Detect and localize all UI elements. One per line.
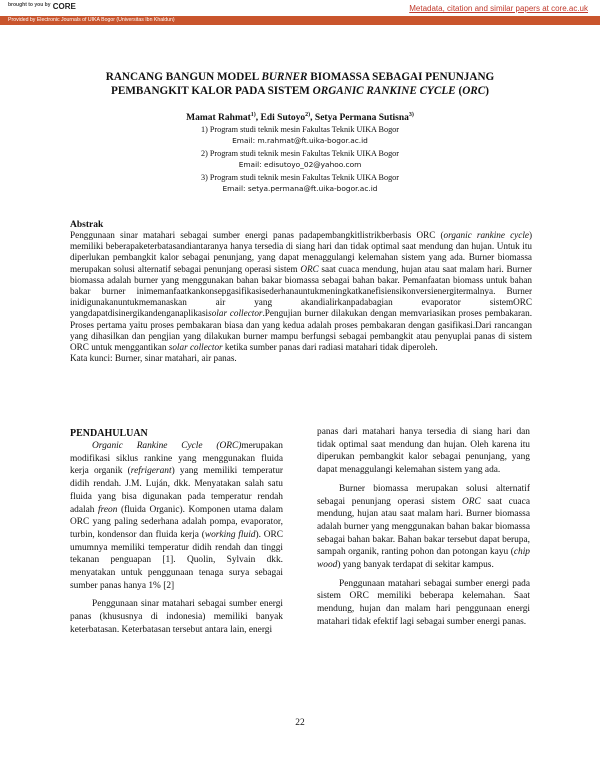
abstract-text: solar collector [168, 342, 223, 353]
author-name: Mamat Rahmat [186, 113, 251, 124]
right-column [317, 426, 530, 635]
affiliation-3 [60, 172, 540, 194]
abstract-text: Penggunaan sinar matahari sebagai sumber energi panas padapembangkitlistrikberbasis ORC ( [70, 230, 444, 240]
body-text: refrigerant [130, 466, 172, 477]
title-part: BIOMASSA SEBAGAI PENUNJANG [307, 71, 495, 83]
author-name: , Edi Sutoyo [255, 113, 306, 124]
body-text: Burner biomassa merupakan solusi alternatif sebagai penunjang operasi sistem [317, 483, 530, 507]
title-part: BURNER [261, 71, 308, 83]
body-paragraph [317, 483, 530, 572]
author-name: , Setya Permana Sutisna [310, 113, 409, 124]
affiliation-2 [60, 148, 540, 170]
title-part: ORGANIC RANKINE CYCLE [312, 85, 456, 97]
core-logo-text: CORE [52, 2, 76, 11]
provided-by-bar [0, 16, 600, 25]
body-paragraph [70, 440, 283, 592]
core-metadata-link[interactable]: Metadata, citation and similar papers at core.ac.uk [409, 4, 588, 13]
affiliation-program: 2) Program studi teknik mesin Fakultas Teknik UIKA Bogor [200, 149, 400, 158]
author-sup: 3) [408, 112, 414, 118]
affiliation-email[interactable]: Email: edisutoyo_02@yahoo.com [238, 160, 362, 169]
body-text: Organic Rankine Cycle (ORC) [92, 441, 242, 451]
affiliation-program: 3) Program studi teknik mesin Fakultas Teknik UIKA Bogor [200, 173, 400, 182]
title-part: PEMBANGKIT KALOR PADA SISTEM [111, 85, 313, 97]
title-part: ORC [462, 85, 486, 97]
title-part: ) [485, 85, 489, 97]
abstract-text: ORC [300, 263, 319, 274]
title-part: ( [455, 85, 463, 97]
body-text: working fluid [204, 529, 256, 540]
abstract-text: solar collector [208, 308, 263, 319]
affiliation-program: 1) Program studi teknik mesin Fakultas Teknik UIKA Bogor [200, 125, 400, 134]
body-text: merupakan modifikasi siklus rankine yang menggunakan fluida kerja organik ( [70, 441, 283, 477]
abstract-text: .Pengujian burner dilakukan dengan memvariasikan proses pembakaran. Proses pertama yaitu proses pembakaran biasa dan yang kedua adalah proses pembakaran dengan gasifikasi.Dari rancangan yang dihasilkan dan pengjian yang dilakukan burner mampu berfungsi sebagai pembangkit atau penyuplai panas di sistem ORC untuk menggantikan [70, 308, 532, 353]
keywords: Kata kunci: Burner, sinar matahari, air panas. [70, 353, 237, 364]
body-paragraph: panas dari matahari hanya tersedia di siang hari dan tidak optimal saat mendung dan hujan. Oleh karena itu diperukan pembangkit kalor sebagai penunjang, yang dapat menaggulangi kelemahan sistem yang ada. [317, 427, 530, 476]
affiliation-email[interactable]: Email: m.rahmat@ft.uika-bogor.ac.id [232, 136, 368, 145]
abstract-body [70, 230, 532, 364]
page-number: 22 [295, 718, 305, 728]
body-paragraph: Penggunaan matahari sebagai sumber energi pada sistem ORC memiliki beberapa kelemahan. Saat mendung, hujan dan malam hari penggunaan energi matahari tidak efektif lagi sebagai sumber energi panas. [317, 578, 530, 627]
section-heading-pendahuluan: PENDAHULUAN [70, 428, 148, 439]
body-text: ). ORC umumnya memiliki temperatur didih rendah dan tinggi tekanan penguapan [1]. Quolin, Sylvain dkk. menyatakan untuk penggunaan tenaga surya sebagai sumber panas hanya 1% [2] [70, 529, 283, 591]
author-sup: 2) [305, 112, 311, 118]
body-text: ) yang memiliki temperatur didih rendah. J.M. Luján, dkk. Menyatakan salah satu fluida yang bisa digunakan pada temperatur rendah adalah [70, 466, 284, 515]
body-text: freon [97, 504, 118, 515]
author-sup: 1) [250, 112, 256, 118]
abstract-text: ) memiliki beberapaketerbatasandiantaranya hanya tersedia di siang hari dan tidak optimal saat mendung dan hujan. Untuk itu diperlukan pembangkit kalor sebagai penunjang, yang dapat menaggulangi kelemahan sistem yang ada. Burner biomassa merupakan solusi alternatif sebagai penunjang operasi sistem [70, 230, 533, 274]
body-paragraph: Penggunaan sinar matahari sebagai sumber energi panas (khususnya di indonesia) memiliki banyak keterbatasan. Keterbatasan tersebut antara lain, energi [70, 599, 283, 635]
body-text: (fluida Organic). Komponen utama dalam ORC yang paling sederhana adalah pompa, evaporator, turbin, kondensor dan fluida kerja ( [70, 504, 283, 540]
title-part: RANCANG BANGUN MODEL [105, 71, 262, 83]
author-list [60, 112, 540, 123]
abstract-paragraph [70, 230, 532, 353]
body-text: saat cuaca mendung, hujan atau saat malam hari. Burner biomassa adalah burner yang menggunakan bahan bakar biomassa sebagai bahan bakar. Bahan bakar tersebut dapat berupa, sampah organik, ranting pohon dan potongan kayu ( [317, 496, 530, 558]
core-logo-prefix: brought to you by [8, 2, 51, 8]
abstract-text: organic rankine cycle [443, 230, 529, 240]
abstract-heading: Abstrak [70, 220, 104, 230]
left-column [70, 440, 283, 643]
provided-by-text[interactable]: Provided by Electronic Journals of UIKA Bogor (Universitas Ibn Khaldun) [8, 17, 175, 23]
body-text: chip wood [317, 547, 530, 571]
body-text: ) yang banyak terdapat di sekitar kampus. [337, 560, 494, 571]
abstract-text: saat cuaca mendung, hujan atau saat malam hari. Burner biomassa adalah burner yang menggunakan bahan bakar biomassa sebagai bahan bakar. Pemanfaatan biomass untuk bahan bakar burner inimemanfaatkankonsepgasifikasisederhanauntukmeningkatkanefisiensikonversienergitermalnya. Burner inidigunakanuntukmemanaskan air yang akandialirkanpadabagian evaporator sistemORC yangdapatdisinergikandenganaplikasi [70, 263, 532, 319]
affiliation-email[interactable]: Email: setya.permana@ft.uika-bogor.ac.id [222, 184, 378, 193]
paper-title [60, 70, 540, 98]
body-text: ORC [461, 496, 481, 507]
affiliation-1 [60, 124, 540, 146]
abstract-text: ketika sumber panas dari radiasi matahari tidak diperoleh. [222, 342, 438, 353]
core-logo[interactable] [8, 2, 76, 11]
core-header [0, 0, 600, 16]
